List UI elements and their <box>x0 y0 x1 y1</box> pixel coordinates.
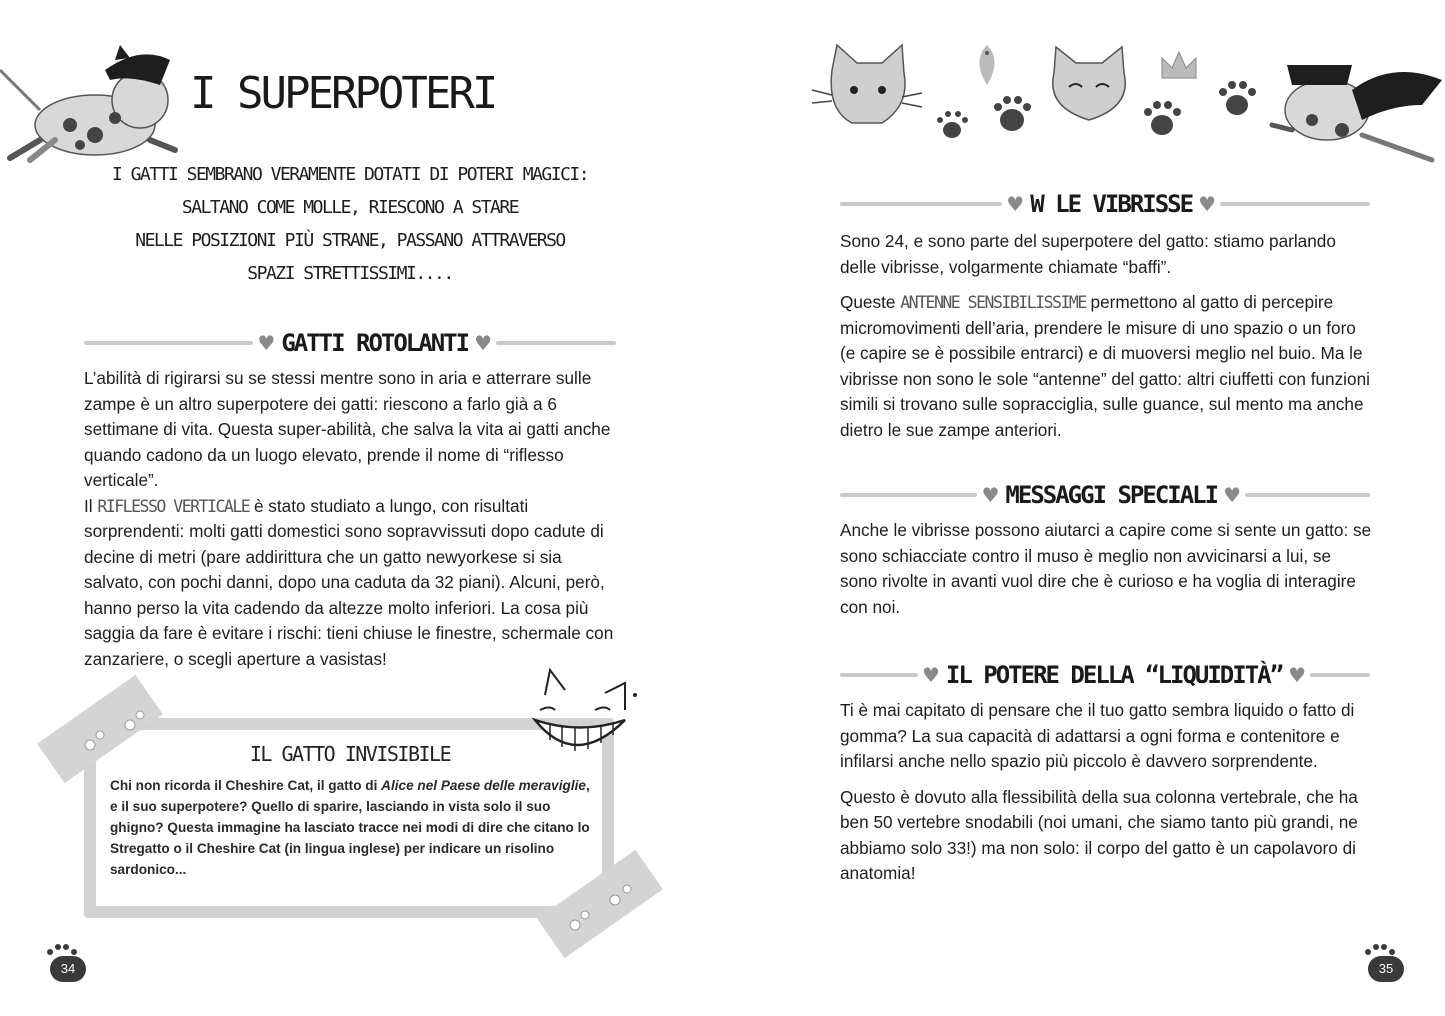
paw-print-icon <box>932 110 972 140</box>
divider <box>840 673 918 677</box>
section-body <box>840 698 1372 897</box>
intro-line: SPAZI STRETTISSIMI.... <box>247 263 453 284</box>
highlight-text: ANTENNE SENSIBILISSIME <box>900 293 1086 312</box>
paragraph <box>84 494 616 673</box>
paragraph: Ti è mai capitato di pensare che il tuo gatto sembra liquido o fatto di gomma? La sua capacità di adattarsi a ogni forma e contenitore e infilarsi anche nello spazio più piccolo è davvero sorprendente. <box>840 700 1355 771</box>
divider <box>84 341 253 345</box>
heart-icon: ♥ <box>981 483 1000 507</box>
divider <box>496 341 616 345</box>
section-body <box>84 366 616 682</box>
flying-cat-icon <box>1282 50 1445 165</box>
cat-head-icon <box>1044 45 1134 125</box>
paragraph: Sono 24, e sono parte del superpotere del gatto: stiamo parlando delle vibrisse, volgarmente chiamate “baffi”. <box>840 231 1336 277</box>
heart-icon: ♥ <box>1006 192 1025 216</box>
divider <box>840 202 1002 206</box>
highlight-text: RIFLESSO VERTICALE <box>97 496 250 516</box>
paw-print-icon <box>1142 100 1182 140</box>
crown-icon <box>1160 50 1198 80</box>
divider <box>1220 202 1370 206</box>
section-heading-gatti-rotolanti <box>84 328 616 358</box>
right-page <box>722 0 1445 1016</box>
cat-head-icon <box>822 45 912 130</box>
section-heading-text: MESSAGGI SPECIALI <box>1005 481 1218 509</box>
heart-icon: ♥ <box>1223 483 1241 507</box>
divider <box>840 493 977 497</box>
text: permettono al gatto di percepire micromovimenti dell’aria, prendere le misure di uno spazio o un foro (e capire se è possibile entrarci) e di muoversi meglio nel buio. Ma le vibrisse non sono le sole “antenne” del gatto: altri ciuffetti con funzioni simili si trovano sulle sopracciglia, sulle guance, sul mento ma anche dietro le sue zampe anteriori. <box>840 292 1370 440</box>
paragraph <box>840 290 1372 443</box>
section-heading-vibrisse <box>840 189 1370 219</box>
page-number: 34 <box>50 956 86 982</box>
section-heading-messaggi <box>840 480 1370 510</box>
info-box-text <box>110 775 594 880</box>
flying-cat-icon <box>0 40 185 165</box>
text: Chi non ricorda il Cheshire Cat, il gatto di <box>110 778 382 793</box>
italic-text: Alice nel Paese delle meraviglie <box>381 778 586 793</box>
text: Queste <box>840 292 901 312</box>
section-heading-text: W LE VIBRISSE <box>1030 190 1193 218</box>
page-number: 35 <box>1368 956 1404 982</box>
paragraph: L’abilità di rigirarsi su se stessi mentre sono in aria e atterrare sulle zampe è un altro superpotere dei gatti: riescono a farlo già a 6 settimane di vita. Questa super-abilità, che salva la vita ai gatti anche quando cadono da un luogo elevato, prende il nome di “riflesso verticale”. <box>84 368 611 490</box>
intro-line: I GATTI SEMBRANO VERAMENTE DOTATI DI POTERI MAGICI: <box>111 164 589 185</box>
intro-text <box>70 158 630 290</box>
intro-line: NELLE POSIZIONI PIÙ STRANE, PASSANO ATTRAVERSO <box>135 230 565 251</box>
section-body <box>840 518 1372 630</box>
section-heading-liquidita <box>840 660 1370 690</box>
heart-icon: ♥ <box>921 663 940 687</box>
paw-print-icon <box>60 700 160 770</box>
section-heading-text: IL POTERE DELLA “LIQUIDITÀ” <box>945 661 1283 689</box>
text: Il <box>84 495 98 516</box>
paw-print-icon <box>1217 80 1257 120</box>
section-heading-text: GATTI ROTOLANTI <box>281 329 469 357</box>
text: , e il suo superpotere? Quello di sparire, lasciando in vista solo il suo ghigno? Questa immagine ha lasciato tracce nei modi di dire che citano lo Stregatto o il Cheshire Cat (in lingua inglese) per indicare un risolino sardonico... <box>110 778 590 877</box>
page-title: I SUPERPOTERI <box>190 68 496 119</box>
text: è stato studiato a lungo, con risultati sorprendenti: molti gatti domestici sono sopravvissuti dopo cadute di decine di metri (pare addirittura che un gatto newyorkese si sia salvato, con pochi danni, dopo una caduta da 32 piani). Alcuni, però, hanno perso la vita cadendo da altezze molto inferiori. La cosa più saggia da fare è evitare i rischi: tieni chiuse le finestre, schermale con zanzariere, o scegli aperture a vasistas! <box>84 495 614 669</box>
section-body <box>840 229 1372 453</box>
divider <box>1310 673 1370 677</box>
paragraph: Anche le vibrisse possono aiutarci a capire come si sente un gatto: se sono schiacciate contro il muso è meglio non avvicinarsi a lui, se sono rivolte in avanti vuol dire che è curioso e ha voglia di interagire con noi. <box>840 520 1372 617</box>
divider <box>1245 493 1370 497</box>
heart-icon: ♥ <box>474 331 492 355</box>
feather-icon <box>967 45 1007 90</box>
paw-print-icon <box>992 95 1032 135</box>
info-box-title: IL GATTO INVISIBILE <box>249 742 451 766</box>
intro-line: SALTANO COME MOLLE, RIESCONO A STARE <box>181 197 519 218</box>
paw-print-icon <box>555 875 655 945</box>
paragraph: Questo è dovuto alla flessibilità della sua colonna vertebrale, che ha ben 50 vertebre snodabili (noi umani, che siamo tanto più grandi, ne abbiamo solo 33!) ma non solo: il corpo del gatto è un capolavoro di anatomia! <box>840 786 1358 883</box>
left-page <box>0 0 722 1016</box>
heart-icon: ♥ <box>257 331 276 355</box>
heart-icon: ♥ <box>1198 192 1216 216</box>
heart-icon: ♥ <box>1288 663 1306 687</box>
